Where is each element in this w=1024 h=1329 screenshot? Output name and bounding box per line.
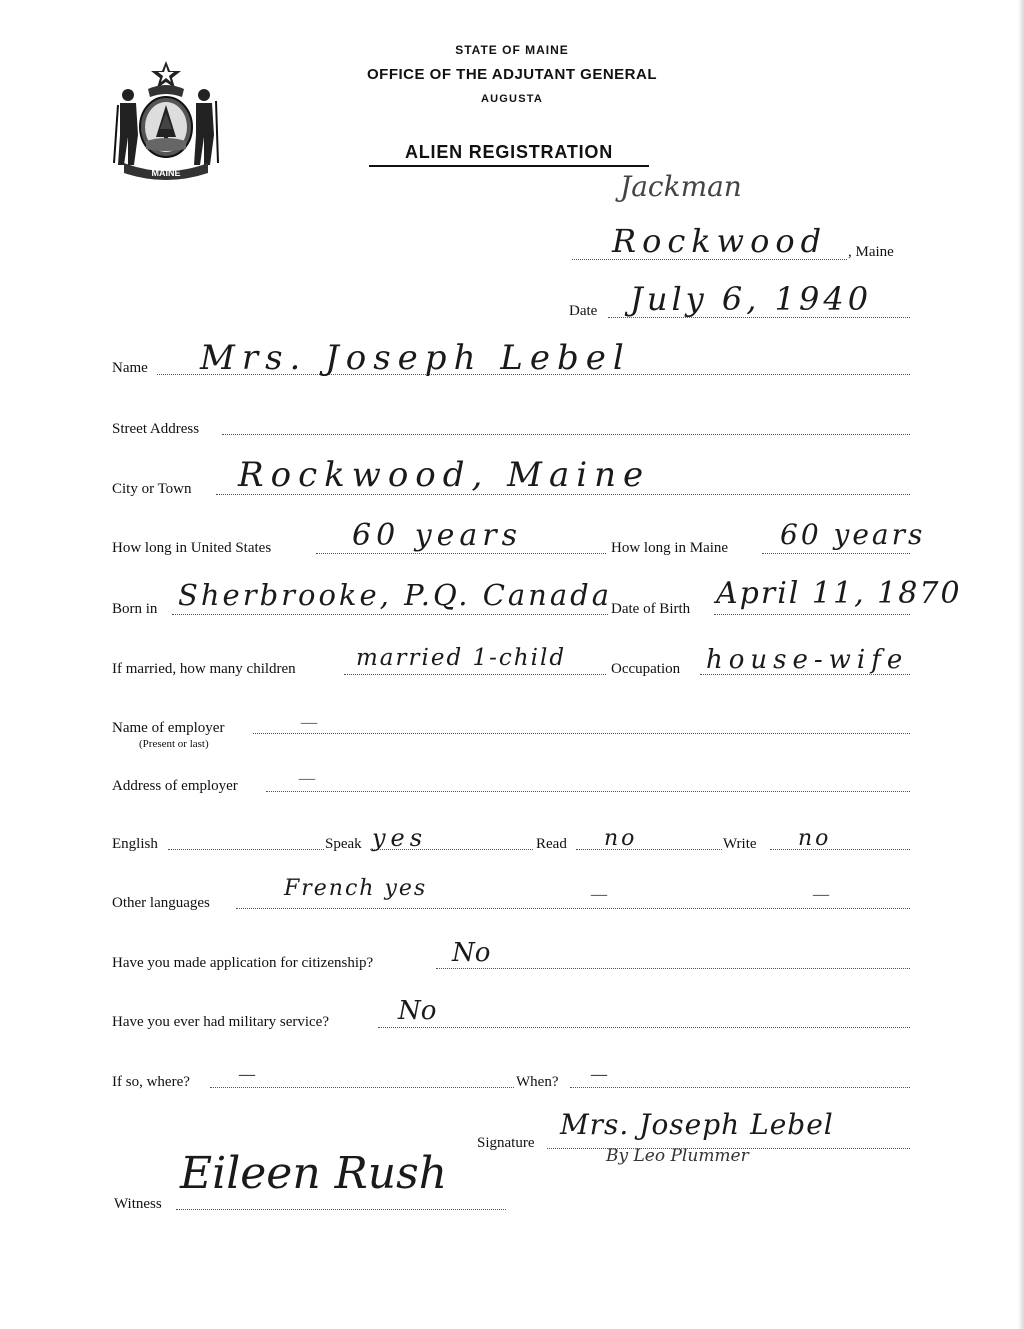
header-state: STATE OF MAINE xyxy=(455,43,569,57)
children-label: If married, how many children xyxy=(112,661,296,677)
employer-address-value[interactable]: — xyxy=(298,768,316,789)
other-languages-line xyxy=(236,908,910,909)
dob-label: Date of Birth xyxy=(611,601,691,617)
city-label: City or Town xyxy=(112,481,192,497)
english-line xyxy=(168,849,324,850)
header-city: AUGUSTA xyxy=(481,93,543,105)
place-upper-note: Jackman xyxy=(620,170,742,203)
employer-sublabel: (Present or last) xyxy=(139,738,209,750)
born-in-label: Born in xyxy=(112,601,158,617)
form-title: ALIEN REGISTRATION xyxy=(369,142,649,167)
read-line xyxy=(576,849,722,850)
how-long-me-label: How long in Maine xyxy=(611,540,729,556)
signature-value[interactable]: Mrs. Joseph Lebel xyxy=(560,1108,834,1141)
where-value[interactable]: — xyxy=(238,1064,256,1085)
children-value[interactable]: married 1-child xyxy=(356,645,567,671)
signature-note: By Leo Plummer xyxy=(606,1146,749,1166)
page-edge-shadow xyxy=(1018,0,1024,1329)
military-value[interactable]: No xyxy=(398,996,437,1026)
street-line xyxy=(222,434,910,435)
header-office: OFFICE OF THE ADJUTANT GENERAL xyxy=(367,66,657,83)
city-value[interactable]: Rockwood, Maine xyxy=(238,455,651,495)
witness-line xyxy=(176,1209,506,1210)
how-long-us-line xyxy=(316,553,606,554)
employer-label: Name of employer xyxy=(112,720,225,736)
dob-line xyxy=(714,614,910,615)
born-in-line xyxy=(172,614,608,615)
witness-value[interactable]: Eileen Rush xyxy=(180,1148,448,1199)
employer-address-line xyxy=(266,791,910,792)
english-label: English xyxy=(112,836,158,852)
military-label: Have you ever had military service? xyxy=(112,1014,329,1030)
when-label: When? xyxy=(516,1074,559,1090)
write-line xyxy=(770,849,910,850)
where-line xyxy=(210,1087,514,1088)
place-state-label: , Maine xyxy=(848,244,894,260)
where-label: If so, where? xyxy=(112,1074,190,1090)
other-languages-value[interactable]: French yes xyxy=(284,876,428,901)
military-line xyxy=(378,1027,910,1028)
street-label: Street Address xyxy=(112,421,200,437)
how-long-me-line xyxy=(762,553,910,554)
date-value[interactable]: July 6, 1940 xyxy=(630,280,873,318)
employer-address-label: Address of employer xyxy=(112,778,238,794)
dob-value[interactable]: April 11, 1870 xyxy=(716,576,962,611)
write-value[interactable]: no xyxy=(798,826,832,851)
children-line xyxy=(344,674,606,675)
other-languages-label: Other languages xyxy=(112,895,210,911)
speak-label: Speak xyxy=(325,836,362,852)
other-languages-dash-2: — xyxy=(812,884,830,905)
when-line xyxy=(570,1087,910,1088)
born-in-value[interactable]: Sherbrooke, P.Q. Canada xyxy=(178,578,613,612)
signature-label: Signature xyxy=(477,1135,535,1151)
citizenship-value[interactable]: No xyxy=(452,938,491,968)
name-label: Name xyxy=(112,360,148,376)
occupation-label: Occupation xyxy=(611,661,681,677)
date-label[interactable]: Date xyxy=(569,303,598,319)
other-languages-dash-1: — xyxy=(590,884,608,905)
occupation-value[interactable]: house-wife xyxy=(706,645,909,675)
witness-label: Witness xyxy=(114,1196,162,1212)
speak-value[interactable]: yes xyxy=(372,824,428,852)
place-town-value: Rockwood xyxy=(612,222,828,260)
how-long-us-label: How long in United States xyxy=(112,540,272,556)
how-long-me-value[interactable]: 60 years xyxy=(780,518,926,551)
read-label: Read xyxy=(536,836,567,852)
write-label: Write xyxy=(723,836,757,852)
name-value[interactable]: Mrs. Joseph Lebel xyxy=(200,338,631,378)
employer-value[interactable]: — xyxy=(300,712,318,733)
how-long-us-value[interactable]: 60 years xyxy=(352,518,523,553)
seal-text: MAINE xyxy=(151,168,181,178)
citizenship-label: Have you made application for citizenship? xyxy=(112,955,374,971)
employer-line xyxy=(253,733,910,734)
read-value[interactable]: no xyxy=(604,826,638,851)
citizenship-line xyxy=(436,968,910,969)
when-value[interactable]: — xyxy=(590,1064,608,1085)
